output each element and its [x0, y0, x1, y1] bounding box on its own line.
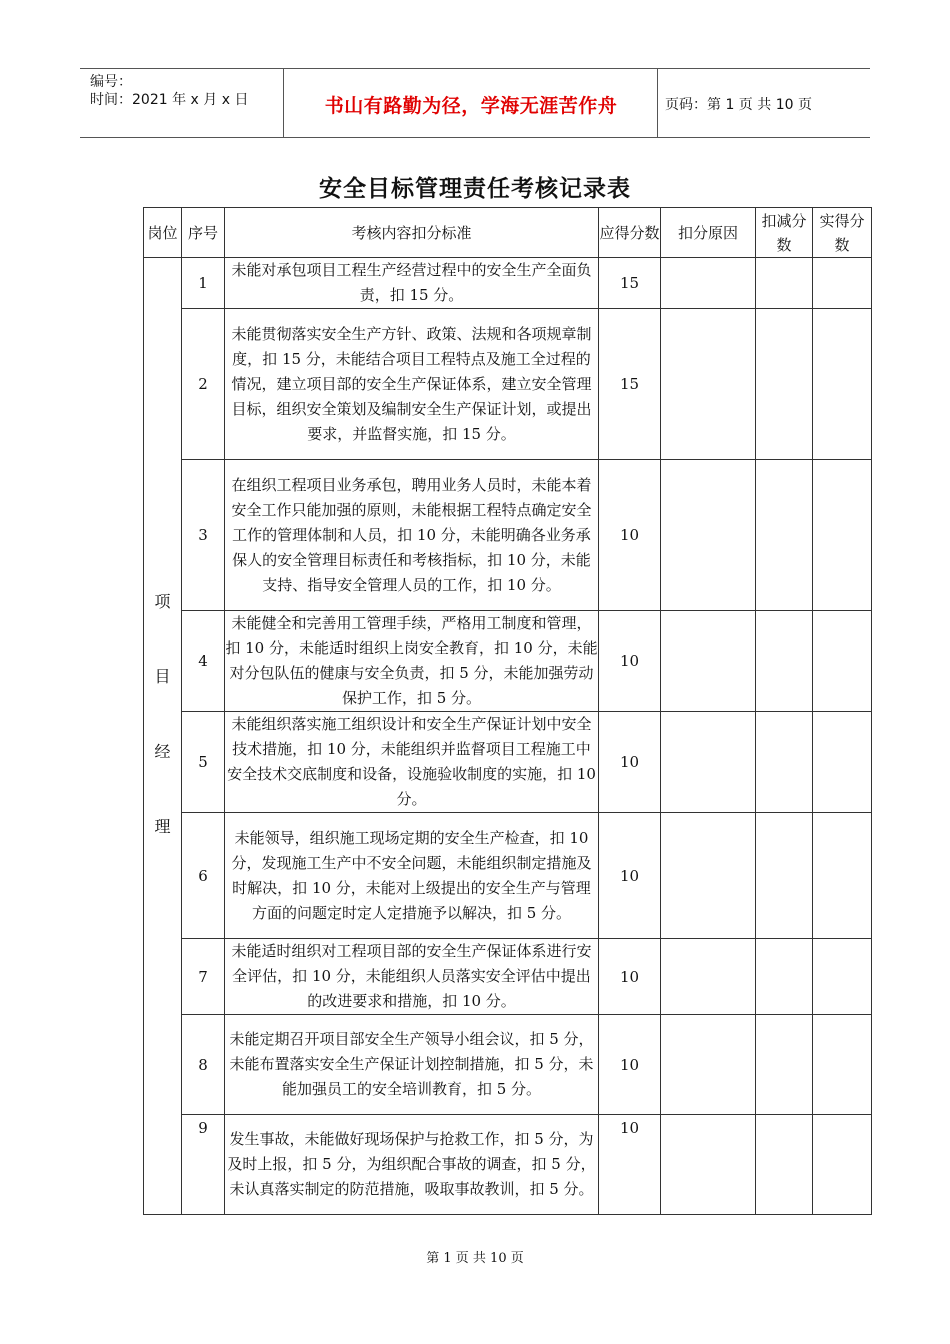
row-actual-cell[interactable]	[813, 813, 872, 939]
row-seq: 1	[182, 258, 225, 309]
row-actual-cell[interactable]	[813, 712, 872, 813]
row-due-score: 10	[599, 813, 661, 939]
row-reason-cell[interactable]	[661, 939, 756, 1015]
header-criteria: 考核内容扣分标准	[225, 208, 599, 258]
table-row	[144, 460, 872, 611]
row-deduct-cell[interactable]	[756, 309, 813, 460]
row-due-score: 10	[599, 611, 661, 712]
row-criteria: 未能贯彻落实安全生产方针、政策、法规和各项规章制度，扣 15 分，未能结合项目工程特点及施工全过程的情况，建立项目部的安全生产保证体系，建立安全管理目标，组织安全策划及编制安全生产保证计划，或提出要求，并监督实施，扣 15 分。	[225, 309, 599, 460]
header-meta	[90, 73, 248, 109]
table-row	[144, 1015, 872, 1115]
row-criteria: 未能领导，组织施工现场定期的安全生产检查，扣 10 分，发现施工生产中不安全问题，未能组织制定措施及时解决，扣 10 分，未能对上级提出的安全生产与管理方面的问题定时定人定措施予以解决，扣 5 分。	[225, 813, 599, 939]
row-deduct-cell[interactable]	[756, 258, 813, 309]
header-motto: 书山有路勤为径，学海无涯苦作舟	[324, 95, 618, 117]
row-due-score: 10	[599, 1115, 661, 1215]
row-reason-cell[interactable]	[661, 1015, 756, 1115]
row-criteria: 在组织工程项目业务承包，聘用业务人员时，未能本着安全工作只能加强的原则，未能根据工程特点确定安全工作的管理体制和人员，扣 10 分，未能明确各业务承保人的安全管理目标责任和考核指标，扣 10 分，未能支持、指导安全管理人员的工作，扣 10 分。	[225, 460, 599, 611]
row-seq: 9	[182, 1115, 225, 1215]
row-reason-cell[interactable]	[661, 1115, 756, 1215]
row-deduct-cell[interactable]	[756, 1015, 813, 1115]
role-char: 理	[154, 817, 171, 836]
page-title: 安全目标管理责任考核记录表	[319, 176, 631, 202]
row-due-score: 10	[599, 1015, 661, 1115]
row-criteria: 未能组织落实施工组织设计和安全生产保证计划中安全技术措施，扣 10 分，未能组织并监督项目工程施工中安全技术交底制度和设备，设施验收制度的实施，扣 10 分。	[225, 712, 599, 813]
row-due-score: 15	[599, 309, 661, 460]
row-actual-cell[interactable]	[813, 309, 872, 460]
table-row	[144, 258, 872, 309]
row-seq: 2	[182, 309, 225, 460]
row-deduct-cell[interactable]	[756, 1115, 813, 1215]
row-reason-cell[interactable]	[661, 813, 756, 939]
row-seq: 6	[182, 813, 225, 939]
row-criteria: 未能适时组织对工程项目部的安全生产保证体系进行安全评估，扣 10 分，未能组织人员落实安全评估中提出的改进要求和措施，扣 10 分。	[225, 939, 599, 1015]
time-label: 时间：2021 年 x 月 x 日	[90, 92, 249, 108]
row-seq: 7	[182, 939, 225, 1015]
role-cell	[144, 258, 182, 1215]
header-due-score: 应得分数	[599, 208, 661, 258]
header-divider	[283, 69, 284, 137]
assessment-table	[143, 207, 872, 1215]
header-divider	[657, 69, 658, 137]
table-row	[144, 309, 872, 460]
table-row	[144, 813, 872, 939]
table-row	[144, 611, 872, 712]
header-post: 岗位	[144, 208, 182, 258]
row-actual-cell[interactable]	[813, 1015, 872, 1115]
row-criteria: 未能对承包项目工程生产经营过程中的安全生产全面负责，扣 15 分。	[225, 258, 599, 309]
code-label: 编号：	[90, 74, 132, 90]
row-seq: 4	[182, 611, 225, 712]
header-reason: 扣分原因	[661, 208, 756, 258]
row-criteria: 未能定期召开项目部安全生产领导小组会议，扣 5 分，未能布置落实安全生产保证计划控制措施，扣 5 分，未能加强员工的安全培训教育，扣 5 分。	[225, 1015, 599, 1115]
row-actual-cell[interactable]	[813, 939, 872, 1015]
header-seq: 序号	[182, 208, 225, 258]
row-actual-cell[interactable]	[813, 611, 872, 712]
role-char: 目	[154, 667, 171, 686]
row-deduct-cell[interactable]	[756, 611, 813, 712]
row-reason-cell[interactable]	[661, 460, 756, 611]
row-seq: 8	[182, 1015, 225, 1115]
row-due-score: 10	[599, 939, 661, 1015]
header-actual: 实得分数	[813, 208, 872, 258]
row-deduct-cell[interactable]	[756, 712, 813, 813]
row-seq: 3	[182, 460, 225, 611]
row-actual-cell[interactable]	[813, 1115, 872, 1215]
page-footer: 第 1 页 共 10 页	[426, 1251, 524, 1266]
table-header-row	[144, 208, 872, 258]
row-due-score: 15	[599, 258, 661, 309]
row-criteria: 未能健全和完善用工管理手续，严格用工制度和管理，扣 10 分，未能适时组织上岗安全教育，扣 10 分，未能对分包队伍的健康与安全负责，扣 5 分，未能加强劳动保护工作，扣 5 分。	[225, 611, 599, 712]
row-actual-cell[interactable]	[813, 258, 872, 309]
row-reason-cell[interactable]	[661, 611, 756, 712]
row-deduct-cell[interactable]	[756, 460, 813, 611]
row-criteria: 发生事故，未能做好现场保护与抢救工作，扣 5 分，为及时上报，扣 5 分，为组织配合事故的调查，扣 5 分，未认真落实制定的防范措施，吸取事故教训，扣 5 分。	[225, 1115, 599, 1215]
row-deduct-cell[interactable]	[756, 813, 813, 939]
page-header	[80, 68, 870, 138]
row-reason-cell[interactable]	[661, 258, 756, 309]
row-actual-cell[interactable]	[813, 460, 872, 611]
row-deduct-cell[interactable]	[756, 939, 813, 1015]
role-char: 经	[154, 742, 171, 761]
row-seq: 5	[182, 712, 225, 813]
row-reason-cell[interactable]	[661, 309, 756, 460]
row-reason-cell[interactable]	[661, 712, 756, 813]
table-row	[144, 1115, 872, 1215]
header-deduct: 扣减分数	[756, 208, 813, 258]
row-due-score: 10	[599, 460, 661, 611]
row-due-score: 10	[599, 712, 661, 813]
role-char: 项	[154, 592, 171, 611]
table-row	[144, 712, 872, 813]
table-row	[144, 939, 872, 1015]
header-page-info: 页码：第 1 页 共 10 页	[665, 97, 812, 113]
